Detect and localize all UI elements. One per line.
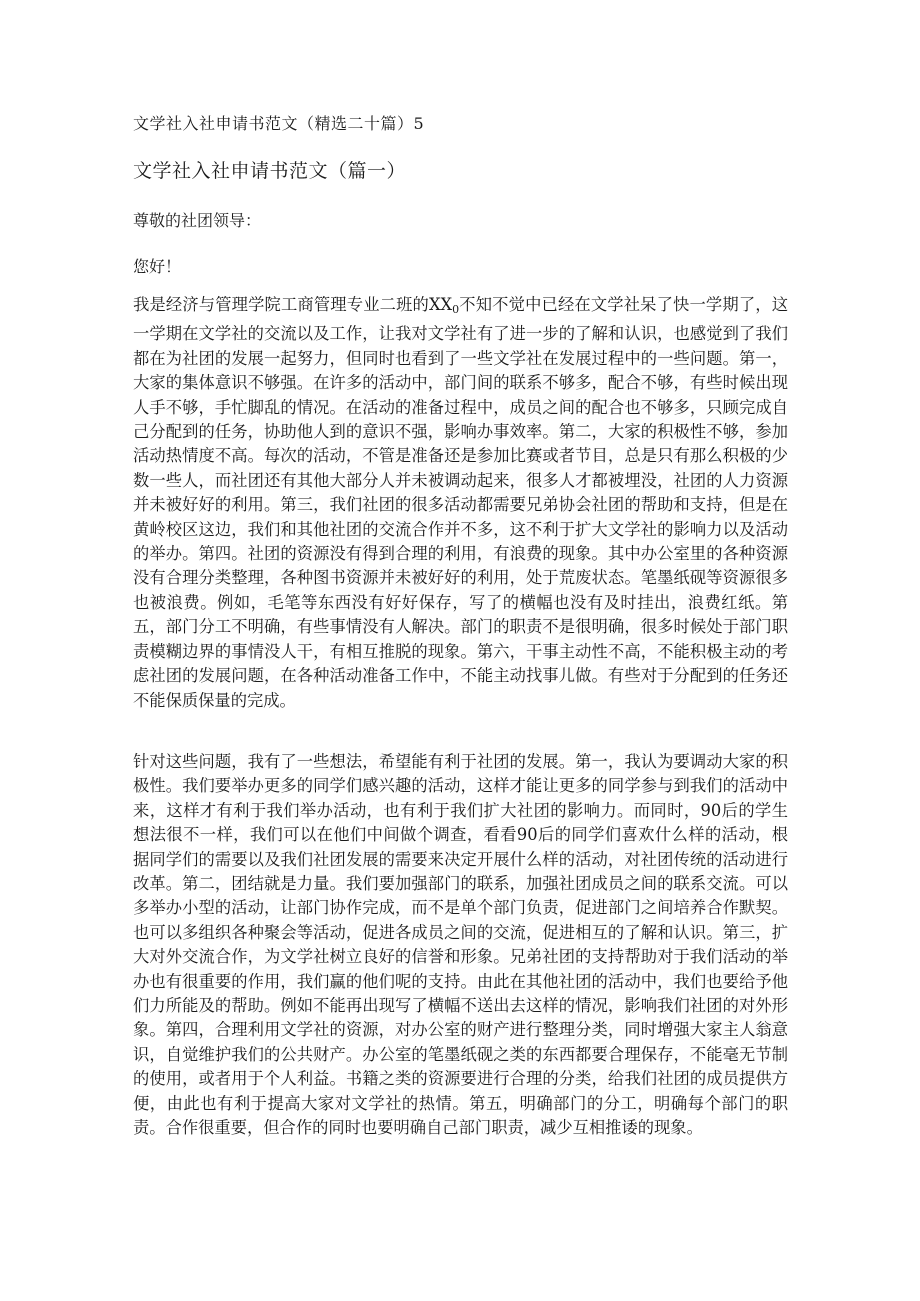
paragraph-1-subscript: 0 bbox=[452, 303, 460, 316]
body-paragraph-2: 针对这些问题，我有了一些想法，希望能有利于社团的发展。第一，我认为要调动大家的积极性。我们要举办更多的同学们感兴趣的活动，这样才能让更多的同学参与到我们的活动中来，这样才有利于我们举办活动，也有利于我们扩大社团的影响力。而同时，90后的学生想法很不一样，我们可以在他们中间做个调查，看看90后的同学们喜欢什么样的活动，根据同学们的需要以及我们社团发展的需要来决定开展什么样的活动，对社团传统的活动进行改革。第二，团结就是力量。我们要加强部门的联系，加强社团成员之间的联系交流。可以多举办小型的活动，让部门协作完成，而不是单个部门负责，促进部门之间培养合作默契。也可以多组织各种聚会等活动，促进各成员之间的交流，促进相互的了解和认识。第三，扩大对外交流合作，为文学社树立良好的信誉和形象。兄弟社团的支持帮助对于我们活动的举办也有很重要的作用，我们赢的他们呢的支持。由此在其他社团的活动中，我们也要给予他们力所能及的帮助。例如不能再出现写了横幅不送出去这样的情况，影响我们社团的对外形象。第四，合理利用文学社的资源，对办公室的财产进行整理分类，同时增强大家主人翁意识，自觉维护我们的公共财产。办公室的笔墨纸砚之类的东西都要合理保存，不能毫无节制的使用，或者用于个人利益。书籍之类的资源要进行合理的分类，给我们社团的成员提供方便，由此也有利于提高大家对文学社的热情。第五，明确部门的分工，明确每个部门的职责。合作很重要，但合作的同时也要明确自己部门职责，减少互相推诿的现象。 bbox=[133, 752, 788, 1138]
section-heading: 文学社入社申请书范文（篇一） bbox=[133, 160, 407, 182]
greeting: 您好！ bbox=[133, 257, 182, 276]
paragraph-1-opening: 我是经济与管理学院工商管理专业二班的XX bbox=[133, 295, 453, 314]
body-paragraph-1 bbox=[133, 293, 788, 713]
paragraph-1-rest: 不知不觉中已经在文学社呆了快一学期了，这一学期在文学社的交流以及工作，让我对文学社有了进一步的了解和认识，也感觉到了我们都在为社团的发展一起努力，但同时也看到了一些文学社在发展过程中的一些问题。第一，大家的集体意识不够强。在许多的活动中，部门间的联系不够多，配合不够，有些时候出现人手不够，手忙脚乱的情况。在活动的准备过程中，成员之间的配合也不够多，只顾完成自己分配到的任务，协助他人到的意识不强，影响办事效率。第二，大家的积极性不够，参加活动热情度不高。每次的活动，不管是准备还是参加比赛或者节目，总是只有那么积极的少数一些人，而社团还有其他大部分人并未被调动起来，很多人才都被埋没，社团的人力资源并未被好好的利用。第三，我们社团的很多活动都需要兄弟协会社团的帮助和支持，但是在黄岭校区这边，我们和其他社团的交流合作并不多，这不利于扩大文学社的影响力以及活动的举办。第四。社团的资源没有得到合理的利用，有浪费的现象。其中办公室里的各种资源没有合理分类整理，各种图书资源并未被好好的利用，处于荒废状态。笔墨纸砚等资源很多也被浪费。例如，毛笔等东西没有好好保存，写了的横幅也没有及时挂出，浪费红纸。第五，部门分工不明确，有些事情没有人解决。部门的职责不是很明确，很多时候处于部门职责模糊边界的事情没人干，有相互推脱的现象。第六，干事主动性不高，不能积极主动的考虑社团的发展问题，在各种活动准备工作中，不能主动找事儿做。有些对于分配到的任务还不能保质保量的完成。 bbox=[133, 295, 788, 710]
document-title: 文学社入社申请书范文（精选二十篇）5 bbox=[133, 114, 425, 133]
salutation: 尊敬的社团领导： bbox=[133, 211, 262, 230]
